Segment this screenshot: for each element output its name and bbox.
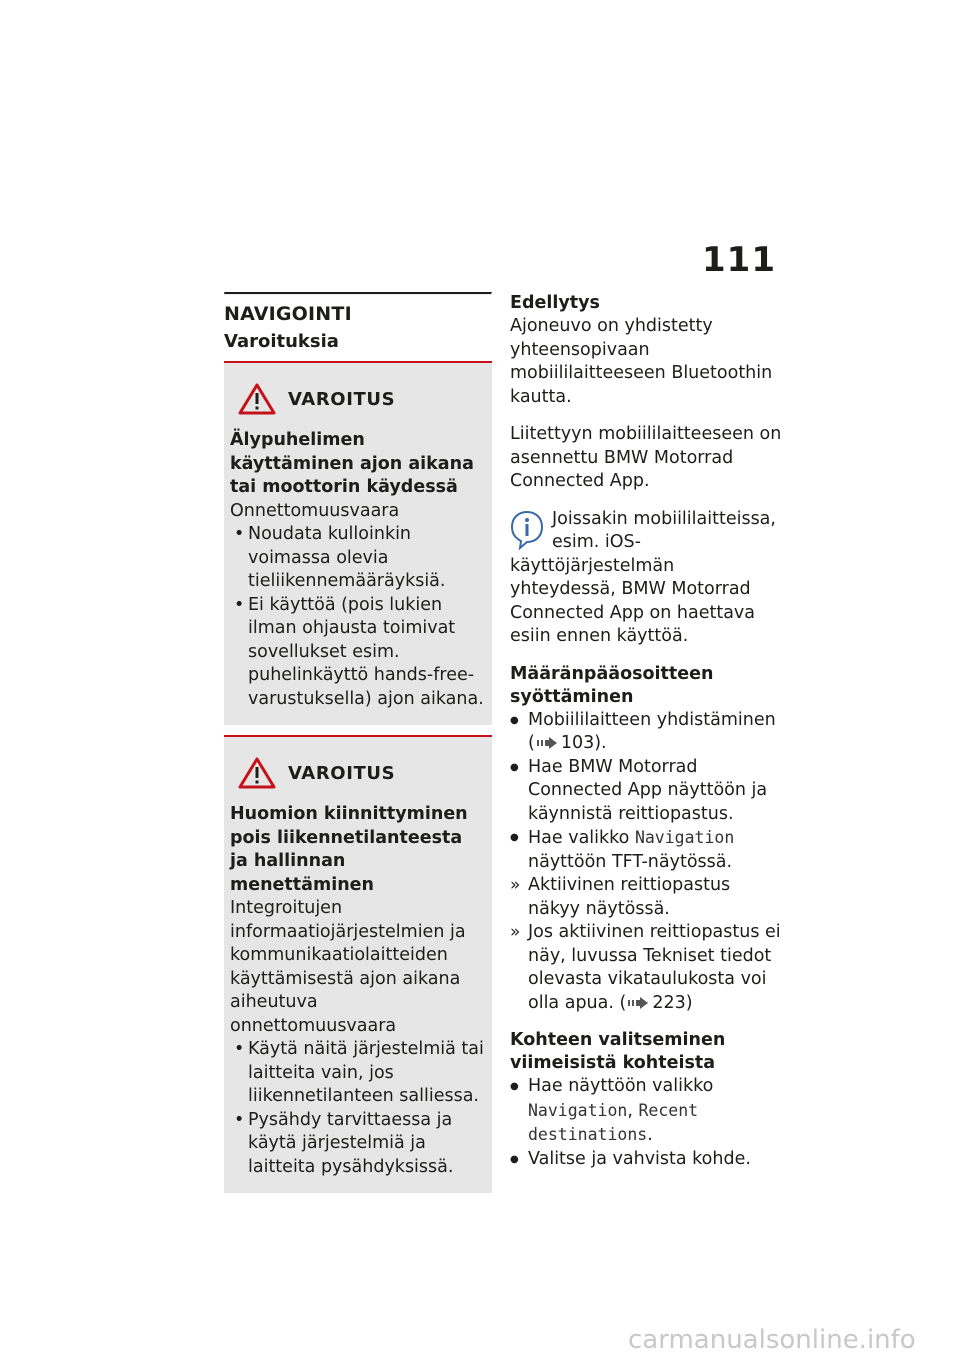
info-note [510, 508, 782, 649]
warning-title: Älypuhelimen käyttäminen ajon aikana tai moottorin käydessä [230, 430, 474, 497]
warning-box-2 [224, 735, 492, 1193]
page-number: 111 [702, 240, 776, 280]
warning-title: Huomion kiinnittyminen pois liikennetilanteesta ja hallinnan menettäminen [230, 804, 468, 895]
section-rule [224, 292, 492, 295]
list-item [510, 709, 782, 756]
prerequisite-text: Ajoneuvo on yhdistetty yhteensopivaan mobiililaitteeseen Bluetoothin kautta. [510, 316, 773, 407]
prerequisite-text: Liitettyyn mobiililaitteeseen on asennettu BMW Motorrad Connected App. [510, 424, 782, 491]
list-item: • Pysähdy tarvittaessa ja käytä järjestelmiä ja laitteita pysähdyksissä. [230, 1109, 484, 1180]
result-text: Jos aktiivinen reittiopastus ei näy, luvussa Tekniset tiedot olevasta vikataulukosta voi olla apua. ( [528, 922, 781, 1013]
list-item: • Noudata kulloinkin voimassa olevia tieliikennemääräyksiä. [230, 523, 484, 594]
recent-steps [510, 1075, 782, 1171]
watermark: carmanualsonline.info [628, 1325, 916, 1355]
warning-hazard: Onnettomuusvaara [230, 500, 400, 521]
recent-destinations-heading: Kohteen valitseminen viimeisistä kohteista [510, 1030, 726, 1073]
list-item: ● Valitse ja vahvista kohde. [510, 1148, 782, 1172]
page-reference: 223) [652, 992, 693, 1013]
warning-box-1 [224, 361, 492, 725]
warning-triangle-icon [238, 757, 276, 789]
menu-name: Navigation [528, 1100, 628, 1120]
warning-list [230, 523, 484, 711]
section-title: NAVIGOINTI [224, 303, 352, 325]
step-text: Mobiililaitteen yhdistäminen ( [528, 709, 776, 753]
left-column [224, 292, 492, 1203]
list-item: • Käytä näitä järjestelmiä tai laitteita vain, jos liikennetilanteen salliessa. [230, 1038, 484, 1109]
list-item: • Ei käyttöä (pois lukien ilman ohjausta toimivat sovellukset esim. puhelinkäyttö hands-free-varustuksella) ajon aikana. [230, 594, 484, 712]
list-item: ● Hae BMW Motorrad Connected App näyttöön ja käynnistä reittiopastus. [510, 756, 782, 827]
warning-hazard: Integroitujen informaatiojärjestelmien ja kommunikaatiolaitteiden käyttämisestä ajon aikana aiheutuva onnettomuusvaara [230, 898, 466, 1036]
list-item [510, 1075, 782, 1148]
page-reference-arrow-icon [628, 997, 650, 1009]
menu-name: Recent destinations [528, 1100, 699, 1144]
warning-label: VAROITUS [288, 388, 396, 410]
subsection-title: Varoituksia [224, 331, 339, 352]
result-item: » Aktiivinen reittiopastus näkyy näytössä. [510, 874, 782, 921]
page-reference-arrow-icon [537, 737, 559, 749]
step-text: näyttöön TFT-näytössä. [528, 851, 733, 872]
info-icon [510, 510, 544, 550]
destination-steps [510, 709, 782, 1016]
warning-label: VAROITUS [288, 762, 396, 784]
list-item [510, 826, 782, 874]
separator: , [627, 1100, 639, 1121]
right-column [510, 292, 782, 1185]
warning-list [230, 1038, 484, 1179]
result-item [510, 921, 782, 1015]
info-text: Joissakin mobiililaitteissa, esim. iOS-käyttöjärjestelmän yhteydessä, BMW Motorrad Connected App on haettava esiin ennen käyttöä. [510, 508, 776, 646]
step-text: . [647, 1125, 653, 1145]
step-text: Hae valikko [528, 828, 635, 848]
prerequisite-heading: Edellytys [510, 293, 600, 313]
menu-name: Navigation [634, 828, 735, 847]
warning-triangle-icon [238, 383, 276, 415]
destination-heading: Määränpääosoitteen syöttäminen [510, 663, 714, 707]
page-reference: 103). [560, 733, 607, 753]
step-text: Hae näyttöön valikko [528, 1076, 714, 1096]
